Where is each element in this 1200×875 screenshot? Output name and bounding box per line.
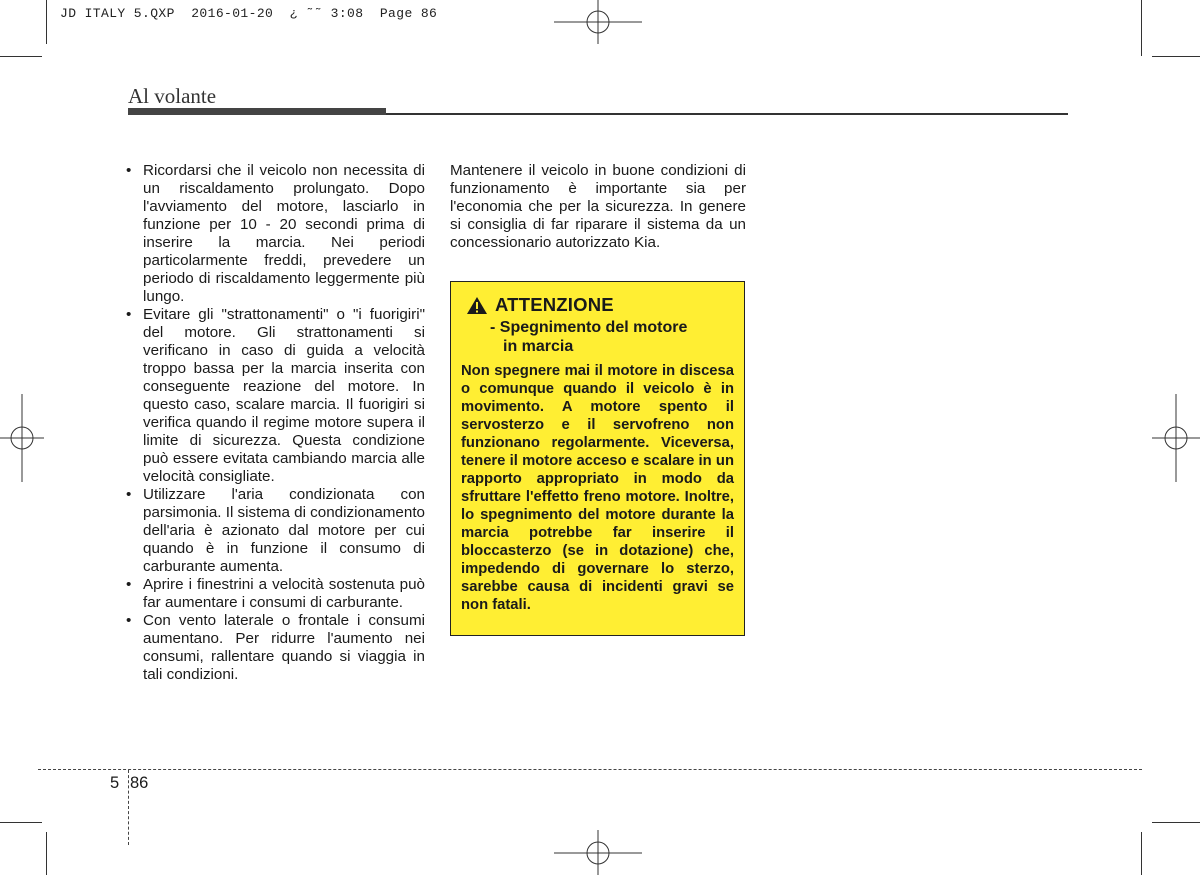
warning-box [450, 281, 745, 636]
warning-subtitle-line2: in marcia [503, 338, 574, 355]
chapter-number: 5 [110, 774, 120, 792]
page-number-value: 86 [130, 774, 149, 792]
crop-mark [1141, 0, 1142, 56]
tips-list [125, 162, 425, 684]
warning-body: Non spegnere mai il motore in discesa o comunque quando il veicolo è in movimento. A motore spento il servosterzo e il servofreno non funzionano regolarmente. Viceversa, tenere il motore acceso e scalare in un rapporto appropriato in modo da sfruttare l'effetto freno motore. Inoltre, lo spegnimento del motore durante la marcia potrebbe far inserire il bloccasterzo (se in dotazione) che, impedendo di governare lo sterzo, sarebbe causa di incidenti gravi se non fatali. [461, 363, 734, 613]
list-item [125, 306, 425, 486]
warning-header [466, 294, 734, 316]
list-item [125, 486, 425, 576]
bullet-icon: • [126, 576, 132, 593]
maintenance-paragraph: Mantenere il veicolo in buone condizioni di funzionamento è importante sia per l'economia che per la sicurezza. In genere si consiglia di far riparare il sistema da un concessionario autorizzato Kia. [450, 162, 746, 251]
list-item-text: Evitare gli "strattonamenti" o "i fuorigiri" del motore. Gli strattonamenti si verificano in caso di guida a velocità troppo bassa per la marcia inserita con conseguente reazione del motore. In questo caso, scalare marcia. Il fuorigiri si verifica quando il regime motore supera il limite di sicurezza. Questa condizione può essere evitata cambiando marcia alle velocità consigliate. [143, 306, 425, 485]
list-item [125, 612, 425, 684]
crop-mark [0, 822, 42, 823]
footer-divider [38, 769, 1142, 770]
list-item-text: Utilizzare l'aria condizionata con parsimonia. Il sistema di condizionamento dell'aria è azionato dal motore per cui quando è in funzione il consumo di carburante aumenta. [143, 486, 425, 575]
registration-mark-icon [1152, 394, 1200, 482]
bullet-icon: • [126, 486, 132, 503]
header-rule-accent [128, 108, 386, 115]
registration-mark-icon [554, 0, 642, 44]
warning-subtitle-line1: - Spegnimento del motore [490, 319, 688, 336]
list-item-text: Con vento laterale o frontale i consumi aumentano. Per ridurre l'aumento nei consumi, rallentare quando si viaggia in tali condizioni. [143, 612, 425, 683]
crop-mark [46, 832, 47, 875]
registration-mark-icon [554, 830, 642, 875]
bullet-icon: • [126, 162, 132, 179]
registration-mark-icon [0, 394, 44, 482]
bullet-icon: • [126, 306, 132, 323]
crop-mark [0, 56, 42, 57]
warning-triangle-icon [466, 296, 488, 315]
list-item [125, 576, 425, 612]
list-item-text: Aprire i finestrini a velocità sostenuta può far aumentare i consumi di carburante. [143, 576, 425, 611]
section-title: Al volante [128, 84, 217, 108]
crop-mark [1152, 56, 1200, 57]
warning-title: ATTENZIONE [495, 294, 614, 315]
crop-mark [1141, 832, 1142, 875]
warning-subtitle [490, 318, 734, 356]
list-item-text: Ricordarsi che il veicolo non necessita di un riscaldamento prolungato. Dopo l'avviamento del motore, lasciarlo in funzione per 10 - 20 secondi prima di inserire la marcia. Nei periodi particolarmente freddi, prevedere un periodo di riscaldamento leggermente più lungo. [143, 162, 425, 305]
footer-vertical-divider [128, 770, 129, 845]
print-file-info: JD ITALY 5.QXP 2016-01-20 ¿ ˜˜ 3:08 Page 86 [60, 6, 438, 21]
bullet-icon: • [126, 612, 132, 629]
left-column [125, 162, 425, 684]
crop-mark [46, 0, 47, 44]
crop-mark [1152, 822, 1200, 823]
list-item [125, 162, 425, 306]
